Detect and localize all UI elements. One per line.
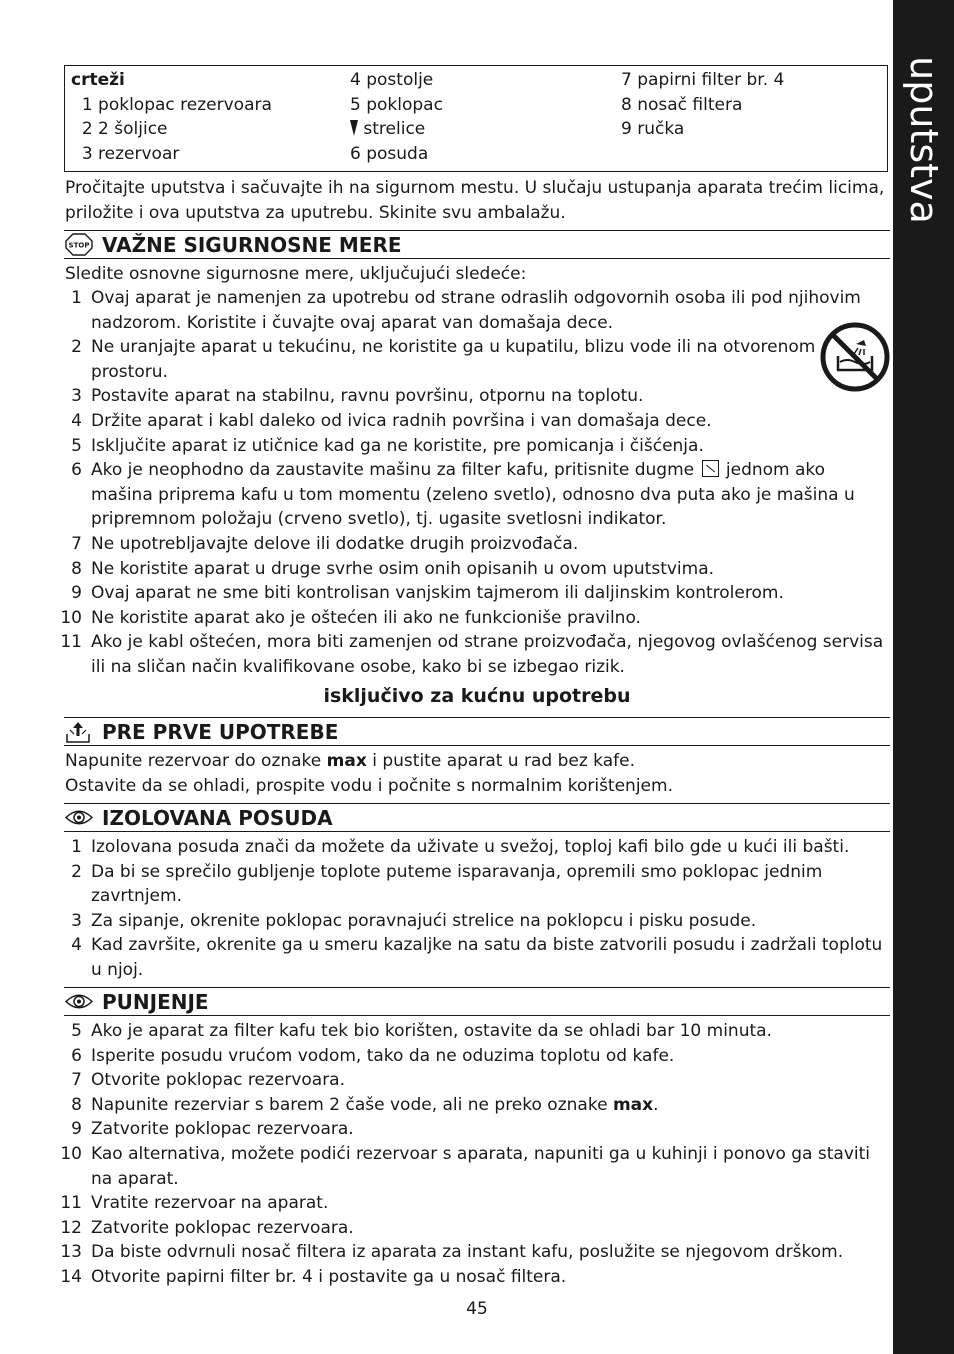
list-item: 5 Isključite aparat iz utičnice kad ga ne koristite, pre pomicanja i čišćenja. (71, 435, 704, 456)
filling-section-header (64, 987, 890, 1016)
parts-legend-box (64, 65, 888, 172)
list-item: 11 Ako je kabl oštećen, mora biti zamenjen od strane proizvođača, njegovog ovlašćenog servisa ili na sličan način kvalifikovane osobe, kako bi se izbegao rizik. (60, 632, 884, 677)
parts-column-3 (621, 68, 784, 142)
parts-item: 4 postolje (350, 70, 434, 90)
filling-list (60, 1019, 890, 1290)
insulated-list (60, 835, 890, 983)
list-item: 2 Ne uranjajte aparat u tekućinu, ne koristite ga u kupatilu, blizu vode ili na otvorenom prostoru. (71, 337, 816, 382)
intro-line: priložite i ova uputstva za uputrebu. Skinite svu ambalažu. (65, 203, 566, 223)
parts-item: 8 nosač filtera (621, 94, 743, 115)
page-number: 45 (466, 1299, 488, 1319)
intro-line: Pročitajte uputstva i sačuvajte ih na sigurnom mestu. U slučaju ustupanja aparata trećim licima, (65, 178, 885, 198)
list-item: 9 Ovaj aparat ne sme biti kontrolisan vanjskim tajmerom ili daljinskim kontrolerom. (71, 583, 784, 604)
side-tab-label: uputstva (901, 56, 946, 224)
list-item: 10 Ne koristite aparat ako je oštećen ili ako ne funkcioniše pravilno. (60, 607, 641, 628)
eye-icon (65, 990, 93, 1013)
parts-item: 3 rezervoar (81, 143, 180, 164)
list-item: 13 Da biste odvrnuli nosač filtera iz aparata za instant kafu, poslužite se njegovom drškom. (60, 1242, 844, 1263)
side-tab (893, 0, 954, 1354)
list-item: 8 Ne koristite aparat u druge svrhe osim onih opisanih u ovom uputstvima. (71, 558, 715, 579)
list-item: 3 Postavite aparat na stabilnu, ravnu površinu, otpornu na toplotu. (71, 386, 644, 407)
list-item: 14 Otvorite papirni filter br. 4 i postavite ga u nosač filtera. (60, 1266, 567, 1287)
parts-column-2 (350, 68, 443, 166)
first-use-line: Napunite rezervoar do oznake max i pustite aparat u rad bez kafe. (65, 751, 635, 771)
safety-lead: Sledite osnovne sigurnosne mere, uključujući sledeće: (65, 264, 527, 284)
list-item: 3 Za sipanje, okrenite poklopac poravnajući strelice na poklopcu i pisku posude. (71, 910, 757, 931)
parts-item: 7 papirni filter br. 4 (621, 70, 785, 90)
list-item: 8 Napunite rezerviar s barem 2 čaše vode, ali ne preko oznake max. (71, 1094, 659, 1115)
insulated-heading: IZOLOVANA POSUDA (102, 806, 333, 830)
parts-item: 5 poklopac (350, 94, 443, 115)
safety-section-header (64, 230, 890, 259)
safety-heading: VAŽNE SIGURNOSNE MERE (102, 233, 402, 257)
first-use-line: Ostavite da se ohladi, prospite vodu i počnite s normalnim korištenjem. (65, 776, 673, 796)
arrow-marker-icon (350, 120, 358, 136)
list-item: 2 Da bi se sprečilo gubljenje toplote puteme isparavanja, opremili smo poklopac jednim zavrtnjem. (71, 861, 823, 907)
stop-sign-icon (65, 233, 93, 256)
list-item: 9 Zatvorite poklopac rezervoara. (71, 1119, 354, 1140)
parts-title: crteži (71, 70, 125, 90)
parts-column-1 (71, 68, 272, 166)
safety-list (60, 286, 890, 680)
parts-item: 9 ručka (621, 119, 685, 139)
eye-icon (65, 806, 93, 829)
filling-heading: PUNJENJE (102, 990, 209, 1014)
list-item: 7 Ne upotrebljavajte delove ili dodatke drugih proizvođača. (71, 533, 579, 554)
list-item: 4 Kad završite, okrenite ga u smeru kazaljke na satu da biste zatvorili posudu i zadržali toplotu u njoj. (71, 935, 883, 980)
parts-item: 1 poklopac rezervoara (81, 94, 272, 115)
parts-item: 6 posuda (350, 143, 429, 164)
list-item: 5 Ako je aparat za filter kafu tek bio korišten, ostavite da se ohladi bar 10 minuta. (71, 1021, 772, 1041)
list-item: 6 Isperite posudu vrućom vodom, tako da ne oduzima toplotu od kafe. (71, 1045, 675, 1066)
list-item: 10 Kao alternativa, možete podići rezervoar s aparata, napuniti ga u kuhinji i ponovo ga staviti na aparat. (60, 1143, 870, 1189)
first-use-icon (65, 720, 93, 743)
first-use-section-header (64, 717, 890, 746)
first-use-heading: PRE PRVE UPOTREBE (102, 720, 339, 744)
parts-item: strelice (350, 117, 443, 142)
list-item: 6 Ako je neophodno da zaustavite mašinu za filter kafu, pritisnite dugme jednom ako mašina priprema kafu u tom momentu (zeleno svetlo), odnosno dva puta ako je mašina u pripremnom položaju (crveno svetlo), tj. ugasite svetlosni indikator. (71, 460, 855, 530)
stop-button-icon (702, 460, 719, 477)
list-item: 12 Zatvorite poklopac rezervoara. (60, 1217, 354, 1238)
list-item: 4 Držite aparat i kabl daleko od ivica radnih površina i van domašaja dece. (71, 410, 712, 431)
list-item: 1 Ovaj aparat je namenjen za upotrebu od strane odraslih odgovornih osoba ili pod njihovim nadzorom. Koristite i čuvajte ovaj aparat van domašaja dece. (71, 288, 861, 333)
insulated-section-header (64, 803, 890, 832)
svg-text:STOP: STOP (68, 241, 90, 250)
household-use-note: isključivo za kućnu upotrebu (323, 685, 631, 707)
list-item: 7 Otvorite poklopac rezervoara. (71, 1070, 346, 1091)
list-item: 11 Vratite rezervoar na aparat. (60, 1193, 329, 1214)
parts-item: 2 2 šoljice (81, 119, 168, 139)
list-item: 1 Izolovana posuda znači da možete da uživate u svežoj, toploj kafi bilo gde u kući ili bašti. (71, 837, 850, 857)
